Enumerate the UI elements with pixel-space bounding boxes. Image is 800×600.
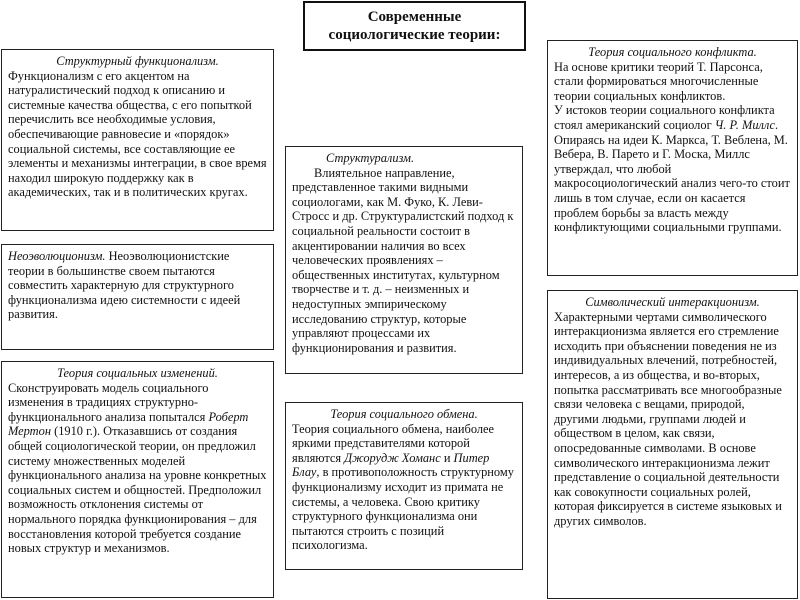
social-conflict-paragraph-2 xyxy=(554,103,791,234)
social-conflict-person: Ч. Р. Миллс xyxy=(714,117,775,132)
social-exchange-person-2: Питер Блау xyxy=(292,450,490,480)
structuralism-title: Структурализм. xyxy=(326,151,415,165)
social-change-text-start: Сконструировать модель социального изменения в традициях структурно-функционального анализа попытался xyxy=(8,380,209,424)
main-title-box xyxy=(303,1,526,51)
social-exchange-paragraph xyxy=(292,422,516,553)
structural-functionalism-text: Функционализм с его акцентом на натуралистический подход к описанию и системные качества общества, с его попыткой перечислить все необходимые условия, обеспечивающие равновесие и «порядок» социальной системы, все составляющие ее элементы и механизмы интеграции, в свое время находил широкую поддержку как в академических, так и в политических кругах. xyxy=(8,68,267,200)
structuralism-box xyxy=(285,146,523,374)
neoevolutionism-title: Неоэволюционизм. xyxy=(8,249,106,263)
social-exchange-text-end: , в противоположность структурному функционализму исходит из примата не системы, а человека. Свою критику структурного функционализма они пытаются строить с позиций психологизма. xyxy=(292,465,514,553)
structuralism-text: Влиятельное направление, представленное такими видными социологами, как М. Фуко, К. Леви-Стросс и др. Структуралистский подход к социальной реальности состоит в акцентировании наличия во всех человеческих проявлениях – общественных институтах, культурном творчестве и т. д. – неизменных и недоступных эмпирическому исследованию структур, которые управляют процессами их функционирования и развития. xyxy=(292,165,514,355)
symbolic-interactionism-text: Характерными чертами символического интеракционизма является его стремление исходить при объяснении поведения не из индивидуальных влечений, потребностей, интересов, а из общества, и во-вторых, попытка рассматривать все многообразные связи человека с вещами, природой, другими людьми, группами людей и обществом в целом, как связи, опосредованные символами. В основе символического интеракционизма лежит представление о социальной деятельности как совокупности социальных ролей, которая фиксируется в системе языковых и других символов. xyxy=(554,309,782,528)
symbolic-interactionism-title: Символический интеракционизм. xyxy=(585,295,760,309)
social-exchange-title: Теория социального обмена. xyxy=(330,407,478,421)
structural-functionalism-title: Структурный функционализм. xyxy=(56,54,219,68)
neoevolutionism-text: Неоэволюционистские теории в большинстве своем пытаются совместить характерную для структурного функционализма идею системности с идеей развития. xyxy=(8,249,241,322)
main-title-line-1: Современные xyxy=(367,9,462,25)
social-conflict-box xyxy=(547,40,798,276)
neoevolutionism-paragraph xyxy=(8,249,267,322)
social-conflict-text-2-start: У истоков теории социального конфликта стоял американский социолог xyxy=(554,103,775,132)
neoevolutionism-box xyxy=(1,244,274,350)
social-exchange-text-start: Теория социального обмена, наиболее яркими представителями которой являются xyxy=(292,421,495,465)
social-change-person: Роберт Мертон xyxy=(8,409,249,439)
main-title-line-2: социологические теории: xyxy=(328,27,501,43)
social-change-text-end: (1910 г.). Отказавшись от создания общей социологической теории, он предложил систему множественных моделей функционального анализа на уровне конкретных социальных систем и общностей. Предположил возможность отклонения системы от нормального порядка функционирования – для восстановления которой требуется создание новых структур и механизмов. xyxy=(8,424,267,556)
social-exchange-box xyxy=(285,402,523,570)
social-exchange-person-1: Джорудж Хоманс xyxy=(344,450,441,465)
structural-functionalism-box xyxy=(1,49,274,231)
social-change-paragraph xyxy=(8,381,267,556)
social-conflict-text-2-end: . Опираясь на идеи К. Маркса, Т. Веблена, М. Вебера, В. Парето и Г. Моска, Миллс утверждал, что любой макросоциологический анализ чего-то стоит лишь в том случае, если он касается проблем борьбы за власть между конфликтующими социальными группами. xyxy=(554,117,790,235)
social-conflict-text-1: На основе критики теорий Т. Парсонса, стали формироваться многочисленные теории социальных конфликтов. xyxy=(554,59,763,103)
symbolic-interactionism-box xyxy=(547,290,798,599)
social-change-title: Теория социальных изменений. xyxy=(57,366,218,380)
social-change-box xyxy=(1,361,274,598)
social-conflict-title: Теория социального конфликта. xyxy=(588,45,757,59)
social-exchange-text-mid: и xyxy=(440,450,454,465)
